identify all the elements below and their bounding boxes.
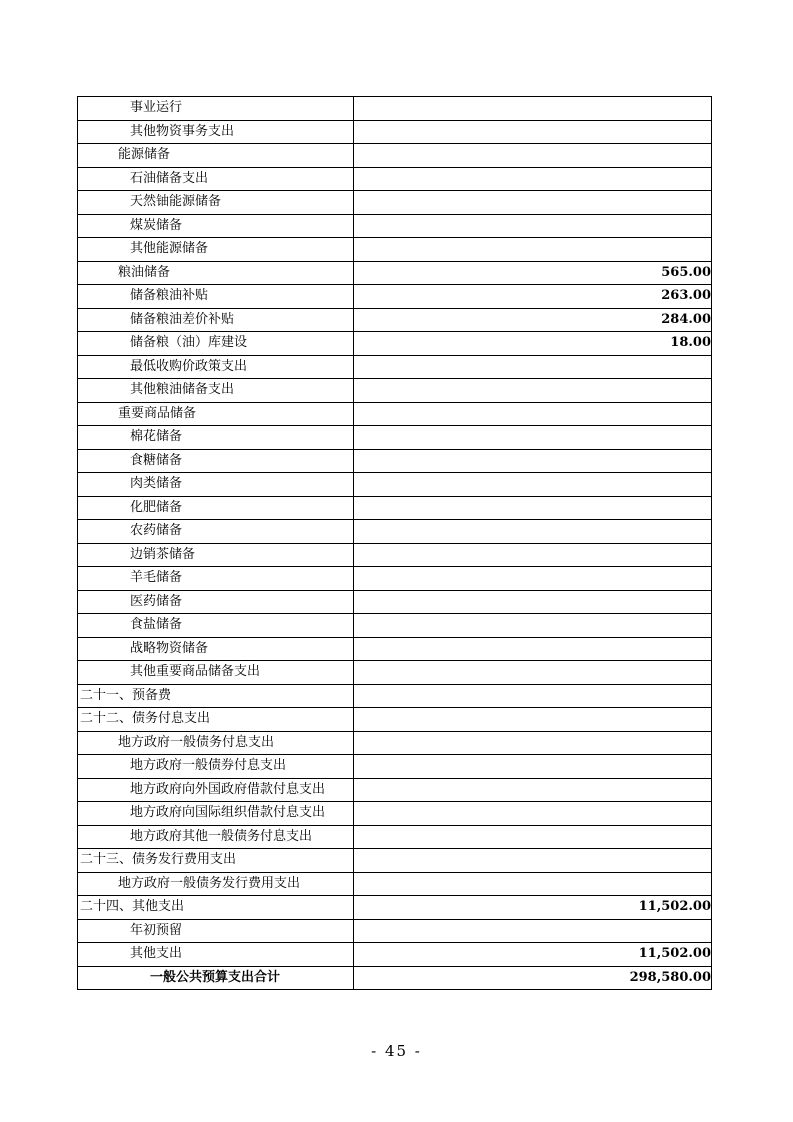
table-row bbox=[78, 943, 712, 967]
amount-cell bbox=[354, 167, 712, 191]
item-name-cell: 二十三、债务发行费用支出 bbox=[78, 849, 354, 873]
amount-cell bbox=[354, 402, 712, 426]
amount-cell bbox=[354, 919, 712, 943]
amount-cell bbox=[354, 825, 712, 849]
table-row bbox=[78, 637, 712, 661]
table-row bbox=[78, 214, 712, 238]
amount-cell bbox=[354, 496, 712, 520]
amount-cell bbox=[354, 590, 712, 614]
amount-cell bbox=[354, 849, 712, 873]
item-name-cell: 棉花储备 bbox=[78, 426, 354, 450]
item-name-cell: 天然铀能源储备 bbox=[78, 191, 354, 215]
amount-cell bbox=[354, 449, 712, 473]
item-name-cell: 年初预留 bbox=[78, 919, 354, 943]
item-name-cell: 储备粮（油）库建设 bbox=[78, 332, 354, 356]
amount-cell bbox=[354, 614, 712, 638]
table-row bbox=[78, 144, 712, 168]
item-name-cell: 食盐储备 bbox=[78, 614, 354, 638]
table-row bbox=[78, 919, 712, 943]
item-name-cell: 地方政府向国际组织借款付息支出 bbox=[78, 802, 354, 826]
item-name-cell: 边销茶储备 bbox=[78, 543, 354, 567]
table-row bbox=[78, 473, 712, 497]
amount-cell bbox=[354, 731, 712, 755]
amount-cell: 11,502.00 bbox=[354, 943, 712, 967]
table-row bbox=[78, 778, 712, 802]
amount-cell bbox=[354, 426, 712, 450]
table-row bbox=[78, 191, 712, 215]
item-name-cell: 地方政府一般债务发行费用支出 bbox=[78, 872, 354, 896]
item-name-cell: 地方政府其他一般债务付息支出 bbox=[78, 825, 354, 849]
amount-cell: 11,502.00 bbox=[354, 896, 712, 920]
table-row bbox=[78, 449, 712, 473]
amount-cell bbox=[354, 144, 712, 168]
table-row bbox=[78, 120, 712, 144]
budget-table-body bbox=[78, 97, 712, 990]
table-row bbox=[78, 661, 712, 685]
table-row bbox=[78, 708, 712, 732]
table-row bbox=[78, 332, 712, 356]
item-name-cell: 羊毛储备 bbox=[78, 567, 354, 591]
item-name-cell: 二十四、其他支出 bbox=[78, 896, 354, 920]
item-name-cell: 地方政府一般债券付息支出 bbox=[78, 755, 354, 779]
amount-cell: 18.00 bbox=[354, 332, 712, 356]
total-amount-cell: 298,580.00 bbox=[354, 966, 712, 990]
table-row bbox=[78, 590, 712, 614]
item-name-cell: 医药储备 bbox=[78, 590, 354, 614]
table-row bbox=[78, 379, 712, 403]
item-name-cell: 储备粮油差价补贴 bbox=[78, 308, 354, 332]
table-row bbox=[78, 97, 712, 121]
amount-cell bbox=[354, 97, 712, 121]
amount-cell bbox=[354, 238, 712, 262]
table-row bbox=[78, 261, 712, 285]
item-name-cell: 最低收购价政策支出 bbox=[78, 355, 354, 379]
table-row bbox=[78, 567, 712, 591]
amount-cell bbox=[354, 379, 712, 403]
amount-cell bbox=[354, 684, 712, 708]
amount-cell bbox=[354, 520, 712, 544]
item-name-cell: 战略物资储备 bbox=[78, 637, 354, 661]
amount-cell bbox=[354, 214, 712, 238]
item-name-cell: 地方政府一般债务付息支出 bbox=[78, 731, 354, 755]
amount-cell bbox=[354, 755, 712, 779]
amount-cell bbox=[354, 543, 712, 567]
table-row bbox=[78, 802, 712, 826]
amount-cell bbox=[354, 355, 712, 379]
table-row bbox=[78, 167, 712, 191]
item-name-cell: 能源储备 bbox=[78, 144, 354, 168]
item-name-cell: 地方政府向外国政府借款付息支出 bbox=[78, 778, 354, 802]
table-row bbox=[78, 731, 712, 755]
item-name-cell: 食糖储备 bbox=[78, 449, 354, 473]
item-name-cell: 煤炭储备 bbox=[78, 214, 354, 238]
amount-cell bbox=[354, 778, 712, 802]
table-row bbox=[78, 825, 712, 849]
item-name-cell: 粮油储备 bbox=[78, 261, 354, 285]
amount-cell bbox=[354, 473, 712, 497]
amount-cell: 263.00 bbox=[354, 285, 712, 309]
amount-cell bbox=[354, 637, 712, 661]
item-name-cell: 事业运行 bbox=[78, 97, 354, 121]
page-number: - 45 - bbox=[371, 1042, 422, 1060]
table-row bbox=[78, 402, 712, 426]
table-row bbox=[78, 520, 712, 544]
item-name-cell: 农药储备 bbox=[78, 520, 354, 544]
item-name-cell: 其他能源储备 bbox=[78, 238, 354, 262]
item-name-cell: 二十二、债务付息支出 bbox=[78, 708, 354, 732]
total-label-cell: 一般公共预算支出合计 bbox=[78, 966, 354, 990]
item-name-cell: 化肥储备 bbox=[78, 496, 354, 520]
table-row bbox=[78, 684, 712, 708]
item-name-cell: 其他支出 bbox=[78, 943, 354, 967]
item-name-cell: 石油储备支出 bbox=[78, 167, 354, 191]
item-name-cell: 肉类储备 bbox=[78, 473, 354, 497]
amount-cell bbox=[354, 872, 712, 896]
table-row bbox=[78, 872, 712, 896]
table-row bbox=[78, 238, 712, 262]
amount-cell: 284.00 bbox=[354, 308, 712, 332]
amount-cell bbox=[354, 708, 712, 732]
amount-cell bbox=[354, 120, 712, 144]
table-row bbox=[78, 496, 712, 520]
table-row bbox=[78, 966, 712, 990]
table-row bbox=[78, 543, 712, 567]
amount-cell: 565.00 bbox=[354, 261, 712, 285]
amount-cell bbox=[354, 661, 712, 685]
table-row bbox=[78, 285, 712, 309]
item-name-cell: 储备粮油补贴 bbox=[78, 285, 354, 309]
table-row bbox=[78, 755, 712, 779]
table-row bbox=[78, 849, 712, 873]
table-row bbox=[78, 426, 712, 450]
amount-cell bbox=[354, 802, 712, 826]
amount-cell bbox=[354, 191, 712, 215]
amount-cell bbox=[354, 567, 712, 591]
item-name-cell: 其他物资事务支出 bbox=[78, 120, 354, 144]
item-name-cell: 其他粮油储备支出 bbox=[78, 379, 354, 403]
table-row bbox=[78, 614, 712, 638]
table-row bbox=[78, 896, 712, 920]
item-name-cell: 重要商品储备 bbox=[78, 402, 354, 426]
item-name-cell: 其他重要商品储备支出 bbox=[78, 661, 354, 685]
budget-expenditure-table bbox=[77, 96, 712, 990]
item-name-cell: 二十一、预备费 bbox=[78, 684, 354, 708]
table-row bbox=[78, 355, 712, 379]
table-row bbox=[78, 308, 712, 332]
